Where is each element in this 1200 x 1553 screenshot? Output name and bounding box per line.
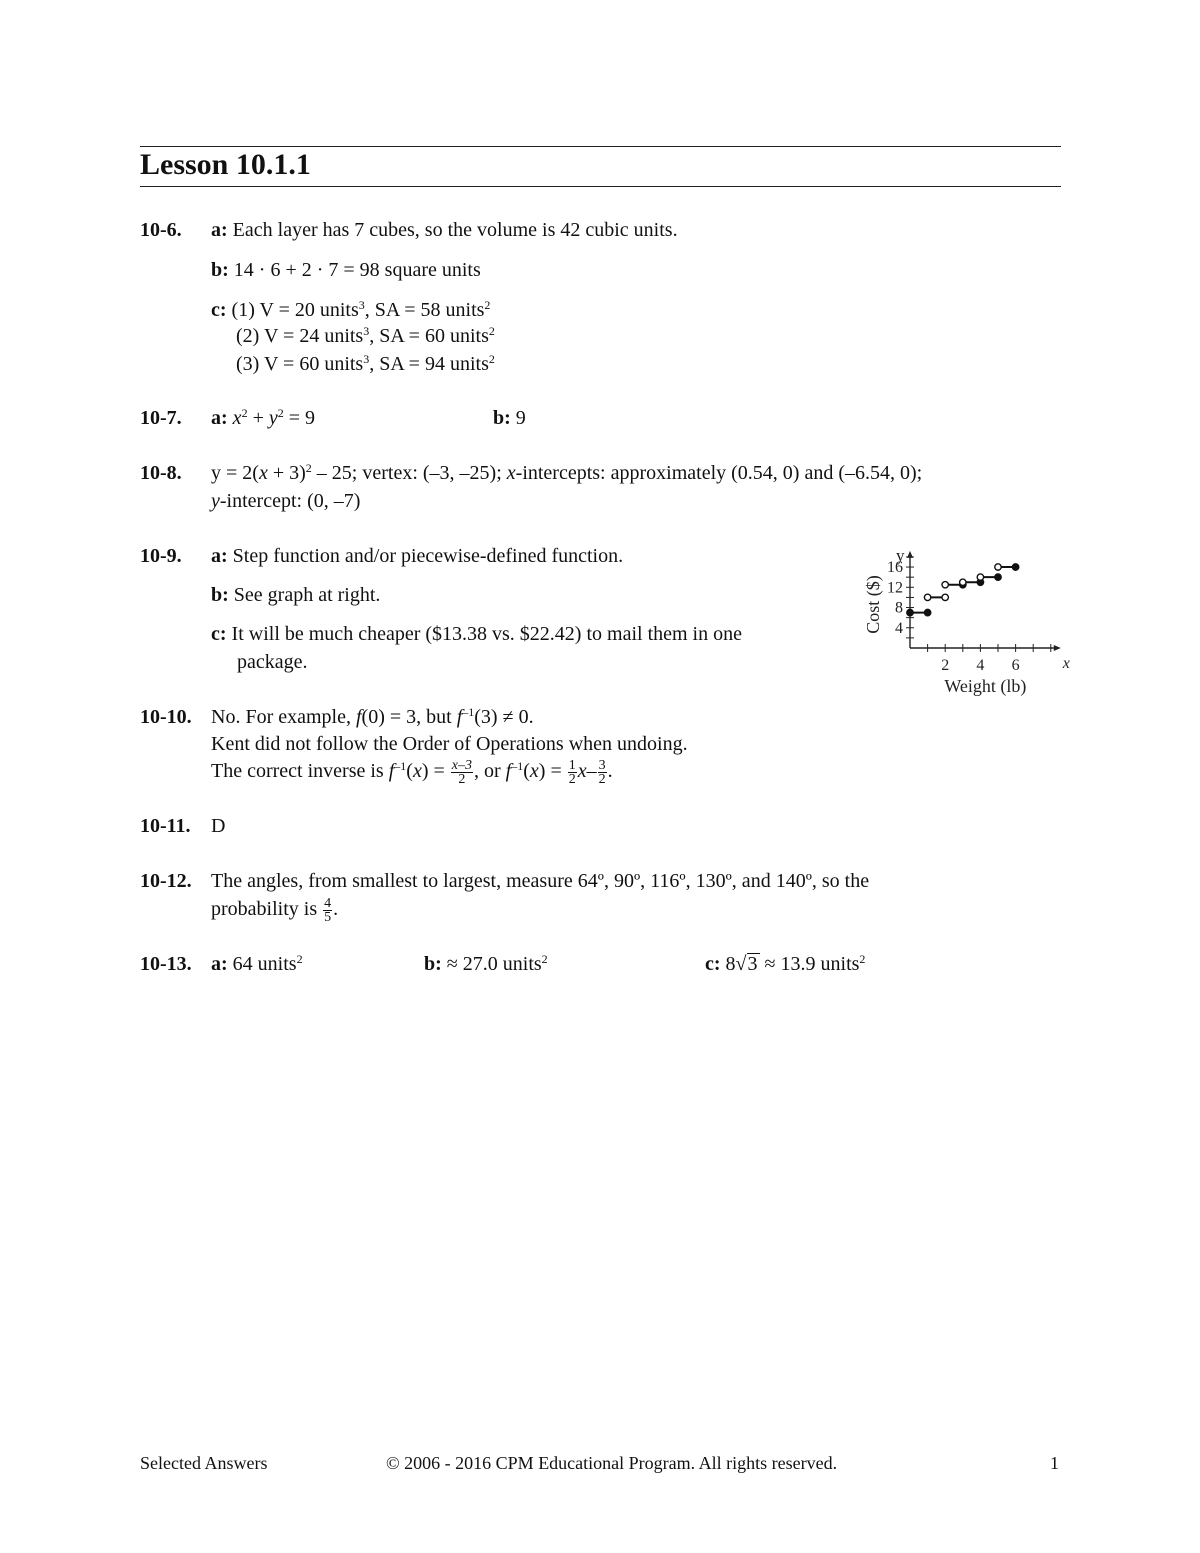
fraction-three-halves: $\frac{3}{2}$ — [598, 758, 606, 787]
fraction-one-half: $\frac{1}{2}$ — [568, 758, 576, 787]
x-tick-label: 2 — [941, 657, 950, 674]
fraction-x-minus-3-over-2: $\frac{x-3}{2}$ — [451, 758, 472, 787]
problem-number-10-10: 10-10. — [140, 706, 192, 728]
closed-endpoint — [907, 609, 913, 615]
problem-number-10-12: 10-12. — [140, 870, 192, 892]
problem-number-10-11: 10-11. — [140, 815, 191, 837]
page-number: 1 — [1050, 1453, 1059, 1473]
answer-10-11: D — [211, 815, 226, 837]
answer-10-10-line1: No. For example, f(0) = 3, but $f^{-1}(3) \ne 0$. — [211, 705, 534, 728]
answer-10-6-c3: (3) V = 60 units$^3$, SA = 94 units$^2$ — [236, 352, 495, 375]
answer-10-9-a: a: Step function and/or piecewise-defined function. — [211, 545, 624, 567]
answer-10-7-a: a: $x^2 + y^2 = 9$ — [211, 406, 316, 429]
answer-10-8-line1: $y = 2(x + 3)^2 - 25$; vertex: (–3, –25); x-intercepts: approximately (0.54, 0) and (–6.54, 0); — [211, 461, 923, 484]
x-axis-label: Weight (lb) — [944, 676, 1027, 696]
answer-10-13-a: a: 64 units$^2$ — [211, 952, 303, 975]
answer-10-7-b: b: 9 — [493, 407, 526, 429]
top-rule — [140, 146, 1061, 147]
footer-left: Selected Answers — [140, 1453, 268, 1473]
open-endpoint — [942, 582, 948, 588]
problem-number-10-13: 10-13. — [140, 953, 192, 975]
title-underline — [140, 186, 1061, 187]
answer-10-9-c: c: It will be much cheaper ($13.38 vs. $22.42) to mail them in one — [211, 623, 742, 645]
x-axis-arrow — [1054, 645, 1061, 651]
open-endpoint — [924, 594, 930, 600]
answer-10-13-c: c: 8√3 ≈ 13.9 units$^2$ — [705, 952, 866, 975]
y-tick-label: 4 — [895, 619, 903, 637]
answer-10-12-line2: probability is $\frac{4}{5}$ . — [211, 896, 339, 925]
problem-number-10-9: 10-9. — [140, 545, 182, 567]
problem-number-10-8: 10-8. — [140, 462, 182, 484]
y-tick-label: 16 — [887, 559, 903, 577]
x-tick-label: 4 — [976, 657, 985, 674]
answer-10-9-c-cont: package. — [237, 651, 308, 673]
answer-10-10-line3: The correct inverse is $f^{-1}(x)$ = $\frac{x-3}{2}$ , or $f^{-1}(x)$ = $\frac{1}{2}$ x– $\frac{3}{2}$ . — [211, 758, 613, 787]
y-tick-label: 12 — [887, 579, 903, 597]
step-function-graph — [855, 502, 1070, 702]
y-axis-label: Cost ($) — [863, 575, 883, 634]
answer-10-10-line2: Kent did not follow the Order of Operations when undoing. — [211, 733, 688, 755]
answer-10-13-b: b: ≈ 27.0 units$^2$ — [424, 952, 548, 975]
open-endpoint — [942, 594, 948, 600]
answer-10-6-b: b: 14 · 6 + 2 · 7 = 98 square units — [211, 259, 481, 281]
problem-number-10-7: 10-7. — [140, 407, 182, 429]
problem-number-10-6: 10-6. — [140, 219, 182, 241]
answer-10-6-a: a: Each layer has 7 cubes, so the volume is 42 cubic units. — [211, 219, 678, 241]
x-tick-label: 6 — [1011, 657, 1020, 674]
answer-10-6-c2: (2) V = 24 units$^3$, SA = 60 units$^2$ — [236, 324, 495, 347]
open-endpoint — [995, 564, 1001, 570]
x-axis-letter: x — [1062, 655, 1070, 672]
closed-endpoint — [1012, 564, 1018, 570]
answer-10-8-line2: y-intercept: (0, –7) — [211, 490, 361, 512]
open-endpoint — [960, 579, 966, 585]
closed-endpoint — [924, 609, 930, 615]
lesson-title: Lesson 10.1.1 — [140, 148, 311, 181]
chart-root — [863, 546, 1070, 697]
closed-endpoint — [995, 574, 1001, 580]
answer-10-12-line1: The angles, from smallest to largest, measure 64º, 90º, 116º, 130º, and 140º, so the — [211, 870, 870, 892]
square-root-sign: √ — [735, 953, 747, 975]
y-axis-letter: y — [896, 545, 905, 565]
fraction-four-fifths: $\frac{4}{5}$ — [324, 896, 332, 925]
open-endpoint — [977, 574, 983, 580]
footer-copyright: © 2006 - 2016 CPM Educational Program. All rights reserved. — [386, 1453, 838, 1473]
answer-10-9-b: b: See graph at right. — [211, 584, 381, 606]
y-tick-label: 8 — [895, 599, 903, 617]
answer-10-6-c1: c: (1) V = 20 units$^3$, SA = 58 units$^2$ — [211, 298, 491, 321]
